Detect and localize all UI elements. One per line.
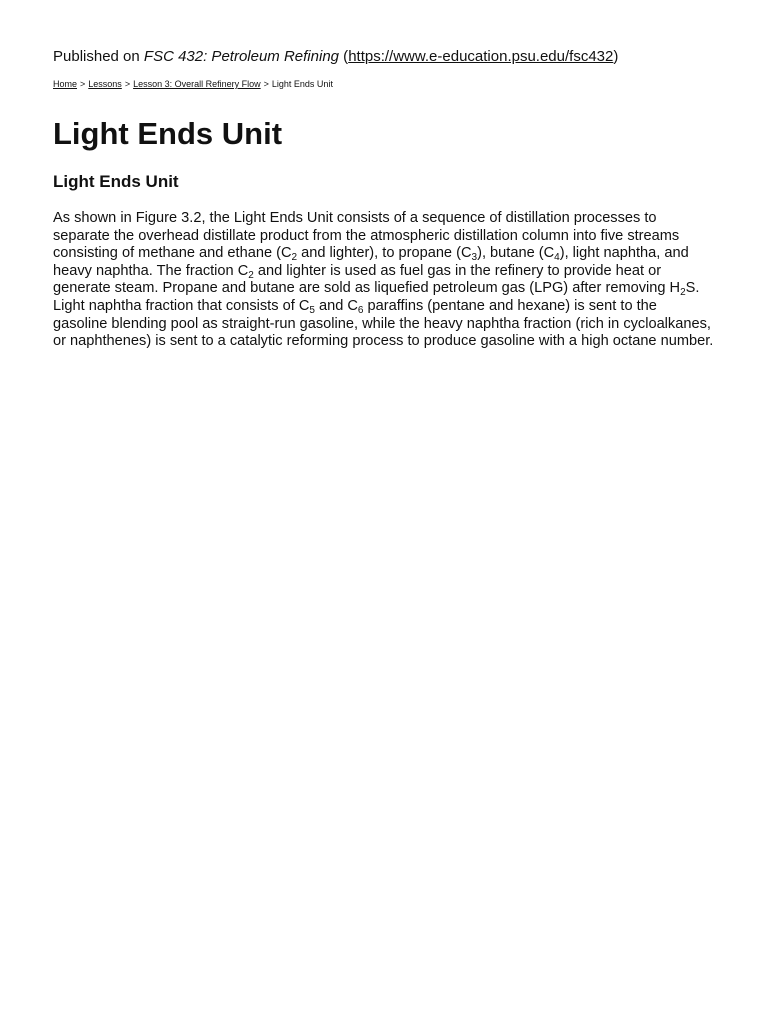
breadcrumb-separator: > (124, 79, 131, 89)
breadcrumb-home-link[interactable]: Home (53, 79, 78, 89)
section-title: Light Ends Unit (53, 172, 179, 191)
breadcrumb-separator: > (263, 79, 269, 89)
paragraph-text: paraffins (pentane and hexane) is sent to the gasoline blending pool as straight-run gasoline, while the heavy naphtha fraction (rich in cycloalkanes, or naphthenes) is sent to a catalytic reforming process to produce gasoline with a high octane number. (53, 297, 714, 350)
paragraph-text: As shown in Figure 3.2, the Light Ends Unit consists of a sequence of distillation processes to separate the overhead distillate product from the atmospheric distillation column into five streams consisting of methane and ethane (C (53, 210, 680, 262)
subscript: 6 (357, 304, 364, 316)
breadcrumb-separator: > (80, 79, 86, 89)
page-title: Light Ends Unit (53, 116, 283, 151)
course-url-link[interactable]: https://www.e-education.psu.edu/fsc432 (348, 48, 614, 65)
breadcrumb-lessons-link[interactable]: Lessons (88, 79, 122, 89)
paragraph-text: ), butane (C (477, 245, 555, 262)
breadcrumb-current: Light Ends Unit (271, 79, 333, 89)
close-paren: ) (613, 48, 619, 65)
paragraph-text: S. Light naphtha fraction that consists of C (53, 280, 700, 314)
subscript: 4 (554, 252, 560, 264)
subscript: 2 (680, 287, 686, 299)
open-paren: ( (339, 48, 349, 65)
body-paragraph (53, 210, 715, 351)
paragraph-text: ), light naphtha, and heavy naphtha. The fraction C (53, 245, 689, 279)
subscript: 2 (248, 269, 254, 281)
subscript: 2 (291, 252, 298, 264)
paragraph-text: and lighter), to propane (C (297, 245, 472, 262)
paragraph-text: and C (314, 297, 358, 314)
breadcrumb-lesson3-link[interactable]: Lesson 3: Overall Refinery Flow (133, 79, 261, 89)
breadcrumb (53, 78, 333, 91)
subscript: 5 (309, 304, 315, 316)
published-prefix: Published on (53, 48, 144, 65)
subscript: 3 (471, 252, 478, 264)
published-line (53, 47, 618, 67)
course-title: FSC 432: Petroleum Refining (143, 48, 340, 65)
paragraph-text: and lighter is used as fuel gas in the refinery to provide heat or generate steam. Propane and butane are sold as liquefied petroleum gas (LPG) after removing H (53, 262, 681, 297)
